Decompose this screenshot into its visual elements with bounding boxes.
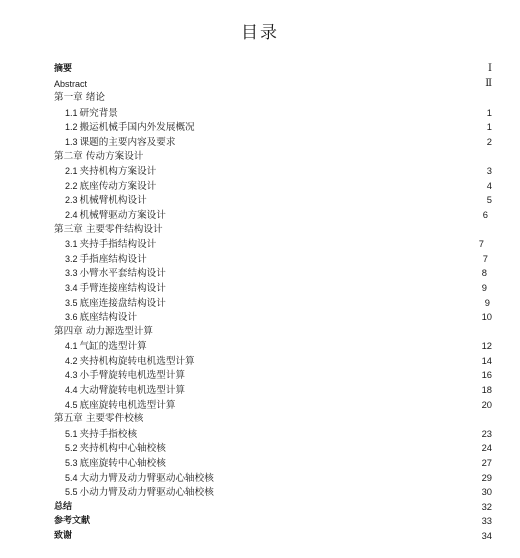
toc-entry-label: 小手臂旋转电机选型计算 — [79, 370, 186, 382]
section-number: 4.1 — [65, 341, 78, 352]
toc-entry-page: 9 — [484, 296, 490, 308]
table-of-contents — [0, 62, 520, 544]
toc-entry[interactable] — [0, 398, 520, 413]
section-number: 3.5 — [65, 297, 78, 308]
toc-chapter-3[interactable] — [0, 223, 520, 238]
toc-entry[interactable] — [0, 485, 520, 500]
toc-entry-label: 搬运机械手国内外发展概况 — [79, 122, 195, 134]
toc-entry-page: 33 — [481, 515, 492, 527]
toc-entry-page: 34 — [481, 530, 492, 541]
toc-entry-page: 7 — [478, 238, 484, 250]
toc-entry-label: 气缸的选型计算 — [79, 341, 147, 353]
toc-entry[interactable] — [0, 179, 520, 194]
toc-entry[interactable] — [0, 106, 520, 121]
toc-entry[interactable] — [0, 281, 520, 296]
toc-entry-page: 32 — [481, 500, 492, 512]
section-number: 2.1 — [65, 166, 78, 177]
toc-entry-label: 课题的主要内容及要求 — [79, 136, 176, 148]
toc-entry-page: 29 — [481, 471, 492, 483]
toc-entry-label: 致谢 — [54, 531, 73, 541]
toc-entry-label: 手臂连接座结构设计 — [79, 282, 166, 294]
section-number: 5.1 — [65, 428, 78, 439]
toc-entry-page: Ⅱ — [485, 77, 492, 89]
toc-entry-label: 小动力臂及动力臂驱动心轴校核 — [79, 487, 214, 499]
toc-chapter-label: 第五章 主要零件校核 — [54, 413, 144, 425]
section-number: 5.2 — [65, 443, 78, 454]
toc-entry-label: 夹持手指结构设计 — [79, 239, 157, 251]
toc-entry-label: 机械臂机构设计 — [79, 195, 147, 207]
toc-entry[interactable] — [0, 441, 520, 456]
section-number: 2.4 — [65, 209, 78, 220]
toc-entry-page: 14 — [481, 354, 492, 366]
toc-entry-page: 12 — [481, 340, 492, 352]
toc-entry-label: 摘要 — [54, 64, 73, 74]
toc-chapter-label: 第三章 主要零件结构设计 — [54, 223, 163, 235]
toc-entry-label: 夹持手指校核 — [79, 428, 138, 440]
toc-entry[interactable] — [0, 252, 520, 267]
toc-chapter-5[interactable] — [0, 412, 520, 427]
toc-entry[interactable] — [0, 193, 520, 208]
toc-entry-label: 底座结构设计 — [79, 312, 138, 324]
toc-entry[interactable] — [0, 120, 520, 135]
toc-entry-abstract-cn[interactable] — [0, 62, 520, 77]
section-number: 2.2 — [65, 180, 78, 191]
toc-chapter-label: 第二章 传动方案设计 — [54, 150, 144, 162]
toc-chapter-2[interactable] — [0, 150, 520, 165]
toc-entry[interactable] — [0, 354, 520, 369]
toc-entry-summary[interactable] — [0, 500, 520, 515]
section-number: 4.2 — [65, 355, 78, 366]
toc-entry-references[interactable] — [0, 514, 520, 529]
toc-chapter-label: 第一章 绪论 — [54, 92, 106, 104]
toc-entry-page: 18 — [481, 384, 492, 396]
toc-entry[interactable] — [0, 266, 520, 281]
toc-entry-label: 总结 — [54, 501, 73, 512]
toc-entry-page: 5 — [486, 194, 492, 206]
toc-entry[interactable] — [0, 164, 520, 179]
toc-entry[interactable] — [0, 383, 520, 398]
toc-entry[interactable] — [0, 471, 520, 486]
toc-entry-page: 3 — [486, 165, 492, 177]
toc-entry-label: 参考文献 — [54, 516, 91, 527]
toc-entry-label: 手指座结构设计 — [79, 253, 147, 265]
toc-entry-label: 大动臂旋转电机选型计算 — [79, 385, 186, 397]
toc-entry-label: 研究背景 — [79, 107, 118, 119]
toc-entry-abstract-en[interactable] — [0, 77, 520, 92]
toc-entry-label: 底座连接盘结构设计 — [79, 297, 166, 309]
toc-entry-page: 1 — [486, 121, 492, 133]
section-number: 1.1 — [65, 107, 78, 118]
toc-entry-label: 底座旋转中心轴校核 — [79, 458, 166, 470]
toc-entry-label: Abstract — [54, 78, 88, 89]
toc-entry[interactable] — [0, 368, 520, 383]
toc-entry[interactable] — [0, 310, 520, 325]
section-number: 3.4 — [65, 282, 78, 293]
section-number: 3.6 — [65, 312, 78, 323]
toc-entry[interactable] — [0, 208, 520, 223]
toc-entry[interactable] — [0, 237, 520, 252]
section-number: 4.5 — [65, 399, 78, 410]
toc-entry-page: 7 — [482, 252, 488, 264]
toc-entry[interactable] — [0, 296, 520, 311]
section-number: 2.3 — [65, 195, 78, 206]
toc-chapter-1[interactable] — [0, 91, 520, 106]
toc-entry-page: Ⅰ — [488, 63, 492, 74]
section-number: 1.2 — [65, 122, 78, 133]
section-number: 5.5 — [65, 487, 78, 498]
page-title: 目录 — [241, 23, 279, 43]
section-number: 5.3 — [65, 458, 78, 469]
section-number: 1.3 — [65, 136, 78, 147]
section-number: 3.1 — [65, 239, 78, 250]
toc-entry-page: 2 — [486, 135, 492, 147]
toc-entry-label: 机械臂驱动方案设计 — [79, 209, 166, 221]
toc-entry-page: 6 — [482, 208, 488, 220]
toc-entry[interactable] — [0, 135, 520, 150]
toc-entry-page: 1 — [486, 106, 492, 118]
section-number: 3.3 — [65, 268, 78, 279]
toc-entry-label: 大动力臂及动力臂驱动心轴校核 — [79, 472, 214, 484]
toc-entry-page: 23 — [481, 427, 492, 439]
toc-entry-label: 小臂水平套结构设计 — [79, 268, 166, 280]
toc-chapter-4[interactable] — [0, 325, 520, 340]
toc-entry[interactable] — [0, 339, 520, 354]
toc-entry-acknowledgements[interactable] — [0, 529, 520, 544]
toc-entry-label: 底座旋转电机选型计算 — [79, 399, 176, 411]
section-number: 4.3 — [65, 370, 78, 381]
toc-entry-page: 4 — [486, 179, 492, 191]
toc-entry-label: 夹持机构方案设计 — [79, 166, 157, 178]
toc-entry-page: 16 — [481, 369, 492, 381]
toc-entry-page: 27 — [481, 457, 492, 469]
toc-entry-page: 8 — [481, 267, 487, 279]
section-number: 5.4 — [65, 472, 78, 483]
toc-chapter-label: 第四章 动力源选型计算 — [54, 325, 153, 337]
toc-entry-page: 30 — [481, 486, 492, 498]
toc-entry-label: 夹持机构中心轴校核 — [79, 443, 166, 455]
section-number: 3.2 — [65, 253, 78, 264]
toc-entry-label: 底座传动方案设计 — [79, 180, 157, 192]
toc-entry[interactable] — [0, 456, 520, 471]
toc-entry-page: 10 — [481, 311, 492, 323]
toc-entry-page: 24 — [481, 442, 492, 454]
toc-entry-page: 20 — [481, 398, 492, 410]
toc-entry-label: 夹持机构旋转电机选型计算 — [79, 355, 195, 367]
section-number: 4.4 — [65, 385, 78, 396]
toc-entry-page: 9 — [481, 281, 487, 293]
toc-entry[interactable] — [0, 427, 520, 442]
